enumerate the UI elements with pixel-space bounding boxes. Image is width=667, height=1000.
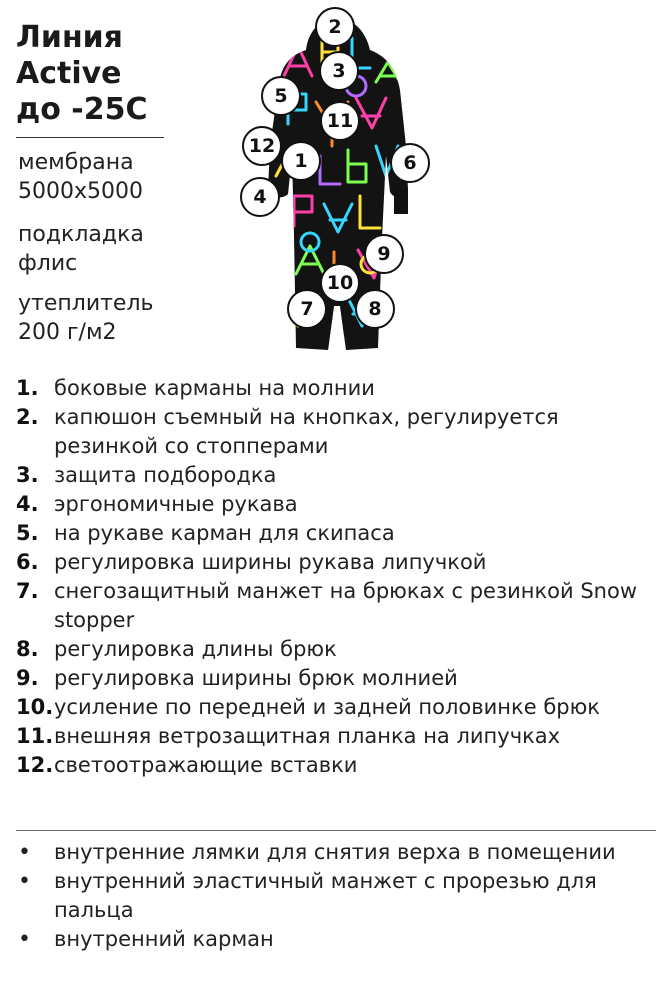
product-line-title — [16, 20, 216, 128]
extra-item — [16, 838, 656, 867]
feature-text: на рукаве карман для скипаса — [54, 521, 395, 545]
feature-list — [16, 374, 656, 780]
spec-label: мембрана — [18, 150, 134, 175]
extra-features-list — [16, 838, 656, 954]
feature-text: регулировка ширины рукава липучкой — [54, 550, 487, 574]
callout-4: 4 — [240, 177, 280, 217]
feature-item — [16, 722, 656, 751]
spec-label: подкладка — [18, 222, 144, 247]
feature-text: светоотражающие вставки — [54, 753, 358, 777]
spec-value: 200 г/м2 — [18, 320, 117, 345]
product-figure — [236, 6, 436, 356]
callout-11: 11 — [320, 101, 360, 141]
feature-item — [16, 635, 656, 664]
feature-item — [16, 461, 656, 490]
feature-item — [16, 693, 656, 722]
spec-value: флис — [18, 251, 78, 276]
callout-10: 10 — [320, 263, 360, 303]
spec-label: утеплитель — [18, 291, 154, 316]
title-line: Линия — [16, 20, 123, 55]
title-divider — [16, 137, 164, 138]
callout-12: 12 — [242, 126, 282, 166]
feature-text: защита подбородка — [54, 463, 277, 487]
spec-value: 5000х5000 — [18, 179, 143, 204]
feature-number: 5. — [16, 521, 39, 545]
feature-text: боковые карманы на молнии — [54, 376, 375, 400]
spec-insulation — [18, 289, 238, 347]
callout-5: 5 — [261, 76, 301, 116]
extra-text: внутренние лямки для снятия верха в помещении — [54, 840, 616, 864]
feature-text: капюшон съемный на кнопках, регулируется резинкой со стопперами — [54, 405, 559, 458]
title-line: Active — [16, 56, 122, 91]
bullet-icon: • — [18, 927, 31, 952]
callout-6: 6 — [390, 143, 430, 183]
feature-item — [16, 548, 656, 577]
callout-3: 3 — [319, 51, 359, 91]
feature-text: эргономичные рукава — [54, 492, 298, 516]
feature-number: 8. — [16, 637, 39, 661]
feature-number: 10. — [16, 695, 54, 719]
bullet-icon: • — [18, 869, 31, 894]
feature-item — [16, 490, 656, 519]
feature-item — [16, 751, 656, 780]
feature-text: внешняя ветрозащитная планка на липучках — [54, 724, 561, 748]
callout-2: 2 — [315, 7, 355, 47]
feature-number: 12. — [16, 753, 54, 777]
feature-number: 9. — [16, 666, 39, 690]
bullet-icon: • — [18, 840, 31, 865]
feature-number: 11. — [16, 724, 54, 748]
feature-text: снегозащитный манжет на брюках с резинкой Snow stopper — [54, 579, 638, 632]
feature-item — [16, 519, 656, 548]
feature-text: усиление по передней и задней половинке брюк — [54, 695, 600, 719]
feature-item — [16, 374, 656, 403]
feature-item — [16, 577, 656, 635]
callout-8: 8 — [355, 289, 395, 329]
feature-number: 7. — [16, 579, 39, 603]
callout-9: 9 — [364, 234, 404, 274]
spec-lining — [18, 220, 238, 278]
title-line: до -25С — [16, 92, 148, 127]
feature-number: 3. — [16, 463, 39, 487]
feature-item — [16, 403, 656, 461]
list-divider — [16, 830, 656, 831]
feature-item — [16, 664, 656, 693]
feature-number: 6. — [16, 550, 39, 574]
spec-membrane — [18, 148, 238, 206]
feature-text: регулировка ширины брюк молнией — [54, 666, 458, 690]
callout-7: 7 — [287, 289, 327, 329]
extra-item — [16, 925, 656, 954]
extra-text: внутренний эластичный манжет с прорезью для пальца — [54, 869, 597, 922]
feature-number: 4. — [16, 492, 39, 516]
feature-number: 2. — [16, 405, 39, 429]
feature-text: регулировка длины брюк — [54, 637, 337, 661]
extra-text: внутренний карман — [54, 927, 274, 951]
callout-1: 1 — [281, 141, 321, 181]
extra-item — [16, 867, 656, 925]
feature-number: 1. — [16, 376, 39, 400]
